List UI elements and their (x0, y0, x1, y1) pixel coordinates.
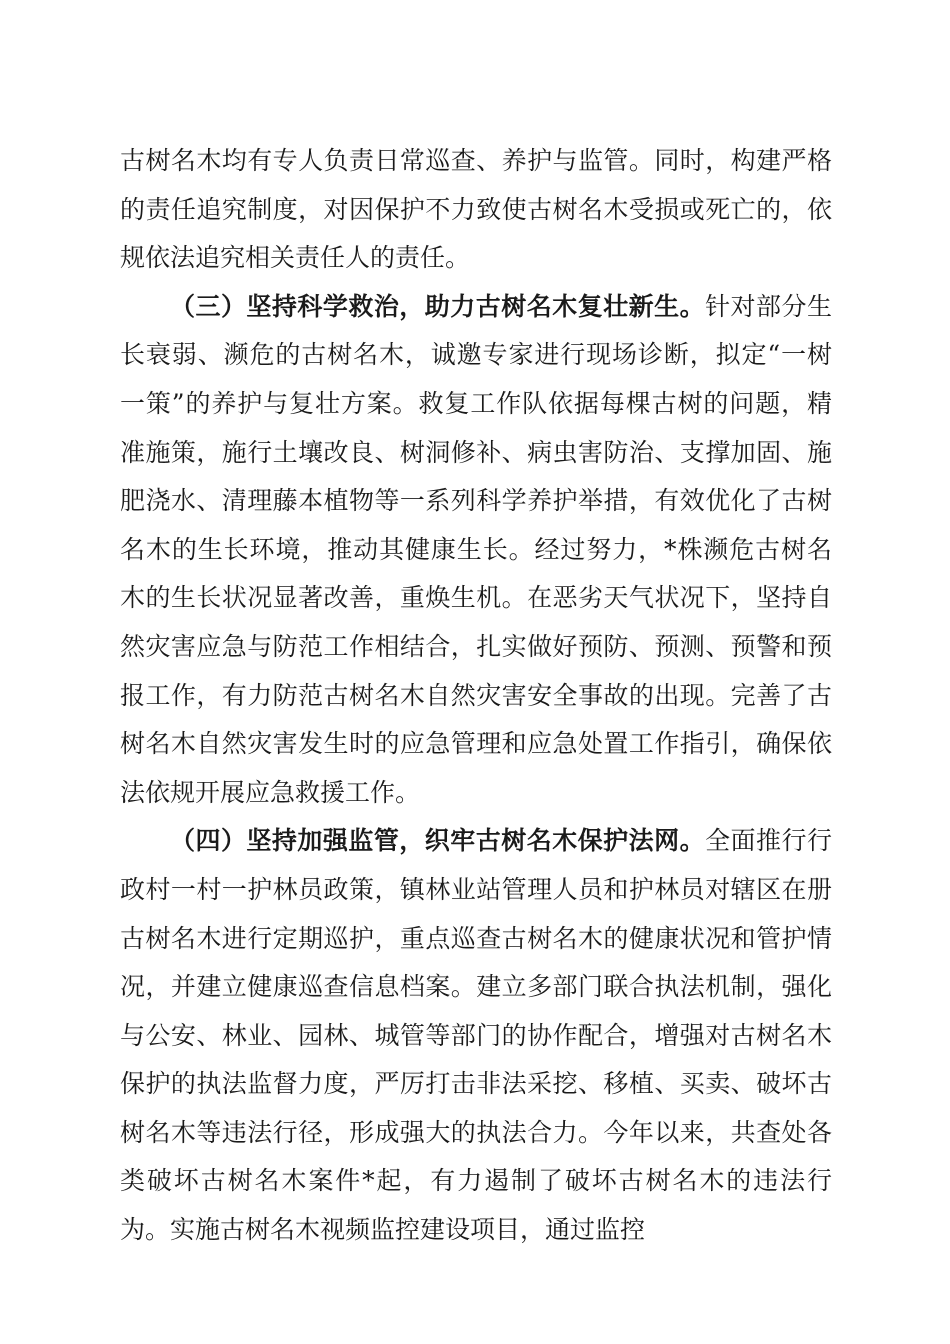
paragraph-text: 全面推行行政村一村一护林员政策，镇林业站管理人员和护林员对辖区在册古树名木进行定期巡护，重点巡查古树名木的健康状况和管护情况，并建立健康巡查信息档案。建立多部门联合执法机制，强化与公安、林业、园林、城管等部门的协作配合，增强对古树名木保护的执法监督力度，严厉打击非法采挖、移植、买卖、破坏古树名木等违法行径，形成强大的执法合力。今年以来，共查处各类破坏古树名木案件*起，有力遏制了破坏古树名木的违法行为。实施古树名木视频监控建设项目，通过监控 (120, 826, 832, 1245)
section-heading: （三）坚持科学救治，助力古树名木复壮新生。 (170, 291, 706, 321)
paragraph-text: 针对部分生长衰弱、濒危的古树名木，诚邀专家进行现场诊断，拟定“一树一策”的养护与复壮方案。救复工作队依据每棵古树的问题，精准施策，施行土壤改良、树洞修补、病虫害防治、支撑加固、施肥浇水、清理藤本植物等一系列科学养护举措，有效优化了古树名木的生长环境，推动其健康生长。经过努力，*株濒危古树名木的生长状况显著改善，重焕生机。在恶劣天气状况下，坚持自然灾害应急与防范工作相结合，扎实做好预防、预测、预警和预报工作，有力防范古树名木自然灾害安全事故的出现。完善了古树名木自然灾害发生时的应急管理和应急处置工作指引，确保依法依规开展应急救援工作。 (120, 291, 832, 807)
paragraph-section-3 (120, 283, 832, 818)
paragraph-section-4 (120, 817, 832, 1254)
paragraph-continuation (120, 137, 832, 283)
document-body (120, 137, 832, 1255)
section-heading: （四）坚持加强监管，织牢古树名木保护法网。 (170, 826, 706, 856)
paragraph-text: 古树名木均有专人负责日常巡查、养护与监管。同时，构建严格的责任追究制度，对因保护不力致使古树名木受损或死亡的，依规依法追究相关责任人的责任。 (120, 146, 832, 273)
